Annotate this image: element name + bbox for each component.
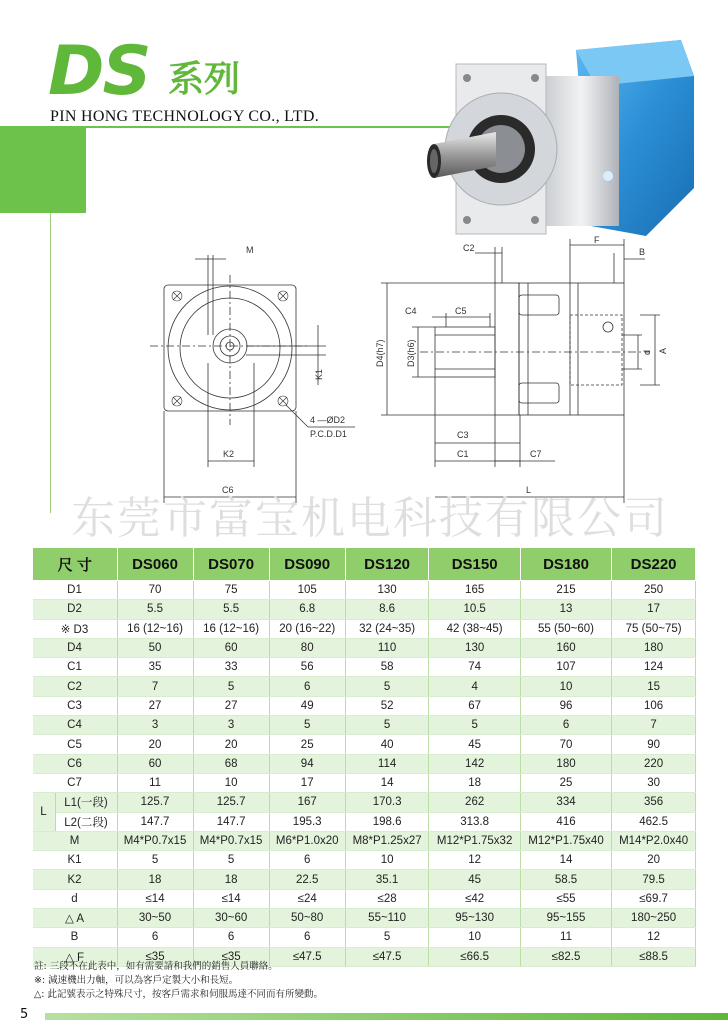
row-label: C3 xyxy=(33,696,118,715)
table-cell: 262 xyxy=(429,793,520,812)
footnote: △: 此記號表示之特殊尺寸，按客戶需求和伺服馬達不同而有所變動。 xyxy=(34,989,324,1000)
table-cell: ≤42 xyxy=(429,889,520,908)
table-cell: 167 xyxy=(269,793,345,812)
label-L: L xyxy=(526,485,532,495)
table-cell: ≤82.5 xyxy=(520,947,611,966)
table-cell: 4 xyxy=(429,677,520,696)
dimension-drawing xyxy=(150,235,670,505)
table-cell: 5 xyxy=(345,928,429,947)
row-label: D4 xyxy=(33,638,118,657)
model-header: DS150 xyxy=(429,548,520,581)
table-cell: 55~110 xyxy=(345,909,429,928)
table-cell: 142 xyxy=(429,754,520,773)
table-cell: 33 xyxy=(193,658,269,677)
table-cell: ≤24 xyxy=(269,889,345,908)
group-label: L xyxy=(33,793,56,832)
label-C4: C4 xyxy=(405,306,417,316)
table-cell: 147.7 xyxy=(117,812,193,831)
table-cell: 18 xyxy=(193,870,269,889)
table-row xyxy=(33,909,696,928)
table-cell: 95~155 xyxy=(520,909,611,928)
table-cell: 10 xyxy=(193,773,269,792)
table-cell: 3 xyxy=(193,716,269,735)
row-label: C7 xyxy=(33,773,118,792)
table-cell: 6.8 xyxy=(269,600,345,619)
label-C6: C6 xyxy=(222,485,234,495)
table-cell: 6 xyxy=(117,928,193,947)
table-row xyxy=(33,851,696,870)
table-cell: 180 xyxy=(520,754,611,773)
table-cell: 14 xyxy=(520,851,611,870)
table-row xyxy=(33,812,696,831)
table-row xyxy=(33,928,696,947)
table-cell: 75 xyxy=(193,581,269,600)
table-cell: 6 xyxy=(269,851,345,870)
table-cell: 16 (12~16) xyxy=(193,619,269,638)
model-header: DS060 xyxy=(117,548,193,581)
table-cell: ≤28 xyxy=(345,889,429,908)
table-cell: 75 (50~75) xyxy=(612,619,696,638)
series-title-cn: 系列 xyxy=(168,59,241,100)
table-cell: 125.7 xyxy=(193,793,269,812)
table-cell: 220 xyxy=(612,754,696,773)
table-cell: 13 xyxy=(520,600,611,619)
table-cell: M6*P1.0x20 xyxy=(269,831,345,850)
table-cell: 215 xyxy=(520,581,611,600)
label-D3: D3(h6) xyxy=(406,339,416,367)
table-cell: 18 xyxy=(117,870,193,889)
table-row xyxy=(33,619,696,638)
table-cell: 170.3 xyxy=(345,793,429,812)
label-A: A xyxy=(658,347,668,354)
table-cell: 58.5 xyxy=(520,870,611,889)
table-cell: 25 xyxy=(520,773,611,792)
table-cell: 22.5 xyxy=(269,870,345,889)
header-label: 尺 寸 xyxy=(33,548,118,581)
table-cell: 7 xyxy=(117,677,193,696)
table-cell: 3 xyxy=(117,716,193,735)
footnotes xyxy=(34,960,323,1002)
table-cell: 18 xyxy=(429,773,520,792)
table-row xyxy=(33,754,696,773)
table-header-row xyxy=(33,548,696,581)
table-cell: 12 xyxy=(429,851,520,870)
model-header: DS070 xyxy=(193,548,269,581)
green-accent-block xyxy=(0,127,86,213)
table-cell: 165 xyxy=(429,581,520,600)
label-B: B xyxy=(639,247,646,257)
table-row xyxy=(33,773,696,792)
table-cell: 5 xyxy=(269,716,345,735)
table-cell: 20 xyxy=(612,851,696,870)
table-cell: M14*P2.0x40 xyxy=(612,831,696,850)
table-cell: 160 xyxy=(520,638,611,657)
table-cell: 5 xyxy=(193,677,269,696)
table-row xyxy=(33,696,696,715)
table-cell: 12 xyxy=(612,928,696,947)
table-cell: 10 xyxy=(429,928,520,947)
table-cell: 35.1 xyxy=(345,870,429,889)
table-cell: 52 xyxy=(345,696,429,715)
table-cell: 14 xyxy=(345,773,429,792)
table-cell: 68 xyxy=(193,754,269,773)
table-cell: M4*P0.7x15 xyxy=(117,831,193,850)
table-cell: 180~250 xyxy=(612,909,696,928)
footer-bar xyxy=(45,1013,728,1020)
table-cell: 20 (16~22) xyxy=(269,619,345,638)
table-row xyxy=(33,870,696,889)
table-cell: 105 xyxy=(269,581,345,600)
table-cell: 130 xyxy=(429,638,520,657)
model-header: DS180 xyxy=(520,548,611,581)
table-cell: ≤14 xyxy=(117,889,193,908)
table-cell: 416 xyxy=(520,812,611,831)
model-header: DS120 xyxy=(345,548,429,581)
row-label: K2 xyxy=(33,870,118,889)
row-label: C4 xyxy=(33,716,118,735)
table-cell: 32 (24~35) xyxy=(345,619,429,638)
table-cell: 96 xyxy=(520,696,611,715)
label-pcd-1: 4 —ØD2 xyxy=(310,415,346,425)
table-cell: 5 xyxy=(117,851,193,870)
table-cell: 6 xyxy=(193,928,269,947)
table-cell: 70 xyxy=(117,581,193,600)
table-cell: 11 xyxy=(520,928,611,947)
row-label: K1 xyxy=(33,851,118,870)
table-cell: ≤55 xyxy=(520,889,611,908)
table-cell: 56 xyxy=(269,658,345,677)
table-row xyxy=(33,581,696,600)
table-cell: 10 xyxy=(520,677,611,696)
table-cell: 67 xyxy=(429,696,520,715)
table-row xyxy=(33,600,696,619)
row-label: D1 xyxy=(33,581,118,600)
table-cell: 130 xyxy=(345,581,429,600)
row-label: C6 xyxy=(33,754,118,773)
label-C3: C3 xyxy=(457,430,469,440)
table-cell: 6 xyxy=(269,928,345,947)
table-row xyxy=(33,793,696,812)
row-label: △ A xyxy=(33,909,118,928)
spec-table xyxy=(32,547,696,967)
watermark: 东莞市富宝机电科技有限公司 xyxy=(71,493,669,544)
label-pcd-2: P.C.D.D1 xyxy=(310,429,347,439)
table-cell: 90 xyxy=(612,735,696,754)
table-cell: 27 xyxy=(117,696,193,715)
table-cell: 17 xyxy=(612,600,696,619)
table-cell: 147.7 xyxy=(193,812,269,831)
table-cell: 180 xyxy=(612,638,696,657)
table-cell: 60 xyxy=(117,754,193,773)
table-cell: 42 (38~45) xyxy=(429,619,520,638)
table-cell: 55 (50~60) xyxy=(520,619,611,638)
table-cell: 10 xyxy=(345,851,429,870)
table-cell: 58 xyxy=(345,658,429,677)
gearbox-product-image xyxy=(426,36,718,246)
table-cell: 70 xyxy=(520,735,611,754)
label-F: F xyxy=(594,235,600,245)
table-cell: 94 xyxy=(269,754,345,773)
table-cell: 74 xyxy=(429,658,520,677)
table-cell: 30~60 xyxy=(193,909,269,928)
table-cell: 10.5 xyxy=(429,600,520,619)
row-label: B xyxy=(33,928,118,947)
side-view xyxy=(381,239,660,503)
label-K1: K1 xyxy=(314,368,324,380)
table-cell: 20 xyxy=(193,735,269,754)
label-C7: C7 xyxy=(530,449,542,459)
table-cell: 6 xyxy=(520,716,611,735)
label-K2: K2 xyxy=(223,449,235,459)
table-cell: 114 xyxy=(345,754,429,773)
table-cell: 5.5 xyxy=(117,600,193,619)
side-rule xyxy=(50,213,51,513)
table-cell: 124 xyxy=(612,658,696,677)
table-cell: 356 xyxy=(612,793,696,812)
table-cell: 40 xyxy=(345,735,429,754)
label-M: M xyxy=(246,245,254,255)
label-D4: D4(h7) xyxy=(375,339,385,367)
table-cell: 5 xyxy=(345,677,429,696)
table-cell: 5 xyxy=(345,716,429,735)
table-cell: 5 xyxy=(429,716,520,735)
footnote: 註: 三段不在此表中，如有需要請和我們的銷售人員聯絡。 xyxy=(34,961,278,972)
table-cell: 17 xyxy=(269,773,345,792)
table-cell: 5 xyxy=(193,851,269,870)
row-label: M xyxy=(33,831,118,850)
table-cell: 106 xyxy=(612,696,696,715)
table-cell: ≤47.5 xyxy=(269,947,345,966)
label-C1: C1 xyxy=(457,449,469,459)
series-title: DS xyxy=(48,32,150,111)
table-cell: M8*P1.25x27 xyxy=(345,831,429,850)
table-cell: 7 xyxy=(612,716,696,735)
table-cell: 16 (12~16) xyxy=(117,619,193,638)
company-name: PIN HONG TECHNOLOGY CO., LTD. xyxy=(50,108,319,125)
table-cell: 27 xyxy=(193,696,269,715)
row-label: ※ D3 xyxy=(33,619,118,638)
table-cell: ≤35 xyxy=(193,947,269,966)
table-row xyxy=(33,638,696,657)
table-cell: 11 xyxy=(117,773,193,792)
row-label: d xyxy=(33,889,118,908)
table-cell: 250 xyxy=(612,581,696,600)
model-header: DS090 xyxy=(269,548,345,581)
label-C5: C5 xyxy=(455,306,467,316)
table-cell: 20 xyxy=(117,735,193,754)
table-cell: 30~50 xyxy=(117,909,193,928)
table-cell: 334 xyxy=(520,793,611,812)
table-cell: ≤69.7 xyxy=(612,889,696,908)
table-cell: M4*P0.7x15 xyxy=(193,831,269,850)
table-cell: 50 xyxy=(117,638,193,657)
row-label: L2(二段) xyxy=(55,812,117,831)
table-cell: 35 xyxy=(117,658,193,677)
model-header: DS220 xyxy=(612,548,696,581)
table-cell: ≤88.5 xyxy=(612,947,696,966)
table-cell: 462.5 xyxy=(612,812,696,831)
table-cell: 50~80 xyxy=(269,909,345,928)
row-label: △ F xyxy=(33,947,118,966)
table-cell: ≤14 xyxy=(193,889,269,908)
label-C2: C2 xyxy=(463,243,475,253)
table-cell: ≤35 xyxy=(117,947,193,966)
table-cell: 5.5 xyxy=(193,600,269,619)
table-cell: 49 xyxy=(269,696,345,715)
table-cell: M12*P1.75x40 xyxy=(520,831,611,850)
table-cell: ≤66.5 xyxy=(429,947,520,966)
table-cell: 107 xyxy=(520,658,611,677)
table-row xyxy=(33,658,696,677)
table-cell: 45 xyxy=(429,735,520,754)
label-d: d xyxy=(642,349,652,355)
table-cell: 198.6 xyxy=(345,812,429,831)
table-cell: ≤47.5 xyxy=(345,947,429,966)
table-row xyxy=(33,677,696,696)
table-cell: 25 xyxy=(269,735,345,754)
table-cell: 80 xyxy=(269,638,345,657)
row-label: L1(一段) xyxy=(55,793,117,812)
table-cell: 45 xyxy=(429,870,520,889)
table-cell: 110 xyxy=(345,638,429,657)
table-cell: M12*P1.75x32 xyxy=(429,831,520,850)
table-cell: 95~130 xyxy=(429,909,520,928)
table-row xyxy=(33,831,696,850)
table-cell: 30 xyxy=(612,773,696,792)
table-row xyxy=(33,735,696,754)
table-cell: 79.5 xyxy=(612,870,696,889)
table-cell: 125.7 xyxy=(117,793,193,812)
row-label: D2 xyxy=(33,600,118,619)
row-label: C1 xyxy=(33,658,118,677)
table-row xyxy=(33,716,696,735)
table-row xyxy=(33,889,696,908)
row-label: C2 xyxy=(33,677,118,696)
table-cell: 195.3 xyxy=(269,812,345,831)
table-cell: 8.6 xyxy=(345,600,429,619)
table-cell: 15 xyxy=(612,677,696,696)
table-cell: 60 xyxy=(193,638,269,657)
footnote: ※: 減速機出力軸，可以為客戶定製大小和長短。 xyxy=(34,975,239,986)
table-cell: 6 xyxy=(269,677,345,696)
front-view xyxy=(150,255,355,503)
page-number: 5 xyxy=(20,1007,29,1022)
table-cell: 313.8 xyxy=(429,812,520,831)
row-label: C5 xyxy=(33,735,118,754)
